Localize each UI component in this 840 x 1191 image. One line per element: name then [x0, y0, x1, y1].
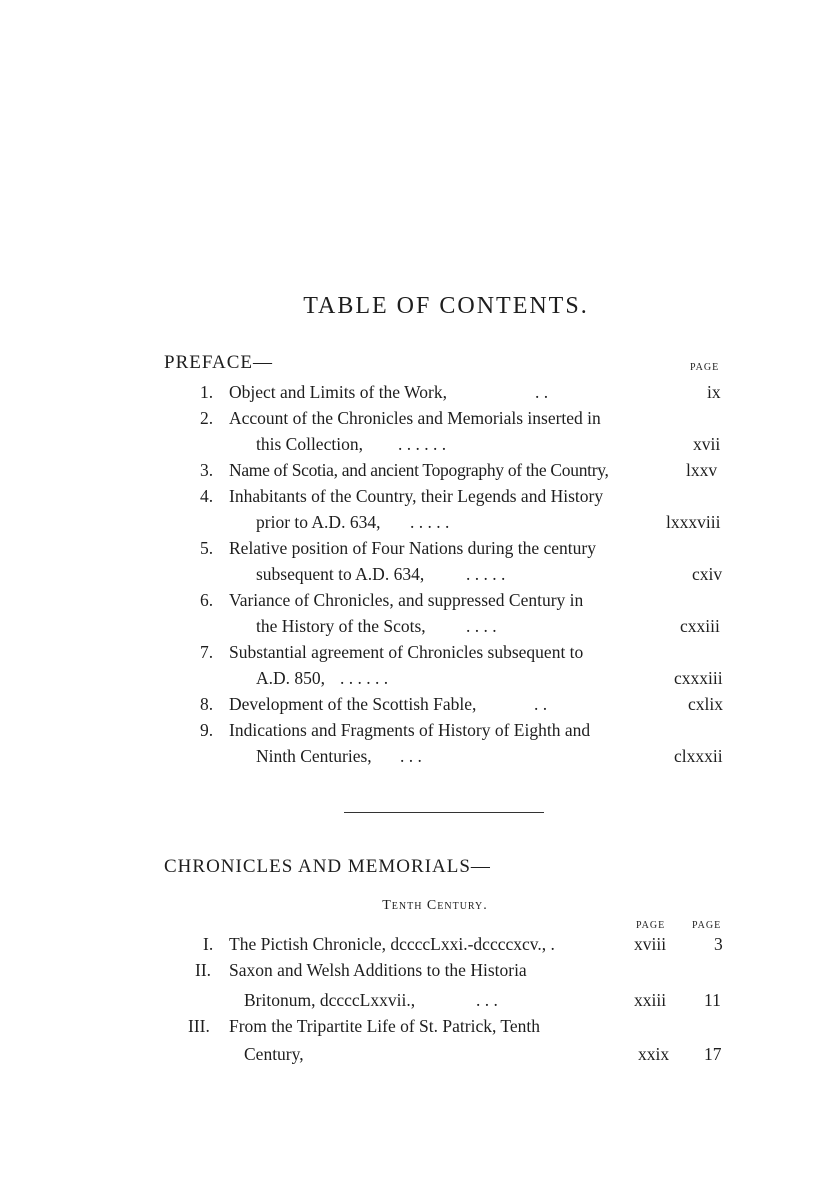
preface-item-5-page: cxiv: [692, 564, 723, 584]
chronicles-item-2-num: II.: [195, 960, 212, 980]
chronicles-subheading: Tenth Century.: [382, 898, 488, 913]
chronicles-page-label-1: PAGE: [636, 920, 666, 931]
preface-item-3-num: 3.: [200, 460, 214, 480]
preface-item-8-num: 8.: [200, 694, 214, 714]
preface-item-4-leader: . . . . .: [410, 512, 450, 532]
preface-item-9-leader: . . .: [400, 746, 422, 766]
preface-item-1-page: ix: [707, 382, 721, 402]
chronicles-item-3-num: III.: [188, 1016, 210, 1036]
preface-item-1-leader: . .: [535, 382, 549, 402]
preface-item-9-page: clxxxii: [674, 746, 723, 766]
preface-item-1-text: Object and Limits of the Work,: [229, 382, 447, 402]
chronicles-item-2-page2: 11: [704, 990, 721, 1010]
preface-item-5-num: 5.: [200, 538, 214, 558]
chronicles-page-label-2: PAGE: [692, 920, 722, 931]
chronicles-item-3-text-cont: Century,: [244, 1044, 304, 1064]
preface-item-7-leader: . . . . . .: [340, 668, 389, 688]
chronicles-item-1-num: I.: [203, 934, 214, 954]
preface-page-label: PAGE: [690, 362, 720, 373]
preface-item-7-text: Substantial agreement of Chronicles subsequent to: [229, 642, 584, 662]
preface-item-9-text-cont: Ninth Centuries,: [256, 746, 372, 766]
preface-item-2-text: Account of the Chronicles and Memorials inserted in: [229, 408, 601, 428]
preface-heading: PREFACE—: [164, 352, 274, 373]
preface-item-2-num: 2.: [200, 408, 214, 428]
preface-item-5-text: Relative position of Four Nations during the century: [229, 538, 596, 558]
preface-item-4-text-cont: prior to A.D. 634,: [256, 512, 381, 532]
chronicles-item-1-page2: 3: [714, 934, 723, 954]
preface-item-3-page: lxxv: [686, 460, 718, 480]
preface-item-4-page: lxxxviii: [666, 512, 721, 532]
preface-item-9-text: Indications and Fragments of History of Eighth and: [229, 720, 591, 740]
preface-item-2-leader: . . . . . .: [398, 434, 447, 454]
chronicles-item-3-text: From the Tripartite Life of St. Patrick, Tenth: [229, 1016, 540, 1036]
chronicles-item-3-page2: 17: [704, 1044, 722, 1064]
preface-item-4-num: 4.: [200, 486, 214, 506]
section-divider: [344, 812, 544, 813]
preface-item-6-text: Variance of Chronicles, and suppressed Century in: [229, 590, 584, 610]
preface-item-7-page: cxxxiii: [674, 668, 723, 688]
preface-item-7-num: 7.: [200, 642, 214, 662]
preface-item-9-num: 9.: [200, 720, 214, 740]
chronicles-item-2-page1: xxiii: [634, 990, 667, 1010]
chronicles-item-1-page1: xviii: [634, 934, 667, 954]
chronicles-item-1-text: The Pictish Chronicle, dccccLxxi.-dccccxcv., .: [229, 934, 555, 954]
preface-item-2-text-cont: this Collection,: [256, 434, 363, 454]
preface-item-8-page: cxlix: [688, 694, 723, 714]
preface-item-8-leader: . .: [534, 694, 548, 714]
preface-item-8-text: Development of the Scottish Fable,: [229, 694, 477, 714]
preface-item-4-text: Inhabitants of the Country, their Legends and History: [229, 486, 604, 506]
preface-item-6-num: 6.: [200, 590, 214, 610]
preface-item-5-text-cont: subsequent to A.D. 634,: [256, 564, 425, 584]
chronicles-item-2-leader: . . .: [476, 990, 498, 1010]
preface-item-7-text-cont: A.D. 850,: [256, 668, 326, 688]
preface-item-6-leader: . . . .: [466, 616, 497, 636]
preface-item-5-leader: . . . . .: [466, 564, 506, 584]
preface-item-6-text-cont: the History of the Scots,: [256, 616, 426, 636]
chronicles-item-2-text-cont: Britonum, dccccLxxvii.,: [244, 990, 416, 1010]
preface-item-3-text: Name of Scotia, and ancient Topography of the Country,: [229, 460, 609, 480]
preface-item-2-page: xvii: [693, 434, 721, 454]
chronicles-item-2-text: Saxon and Welsh Additions to the Historia: [229, 960, 527, 980]
chronicles-heading: CHRONICLES AND MEMORIALS—: [164, 856, 491, 877]
preface-item-1-num: 1.: [200, 382, 214, 402]
preface-item-6-page: cxxiii: [680, 616, 720, 636]
page-title: TABLE OF CONTENTS.: [303, 293, 589, 319]
chronicles-item-3-page1: xxix: [638, 1044, 670, 1064]
